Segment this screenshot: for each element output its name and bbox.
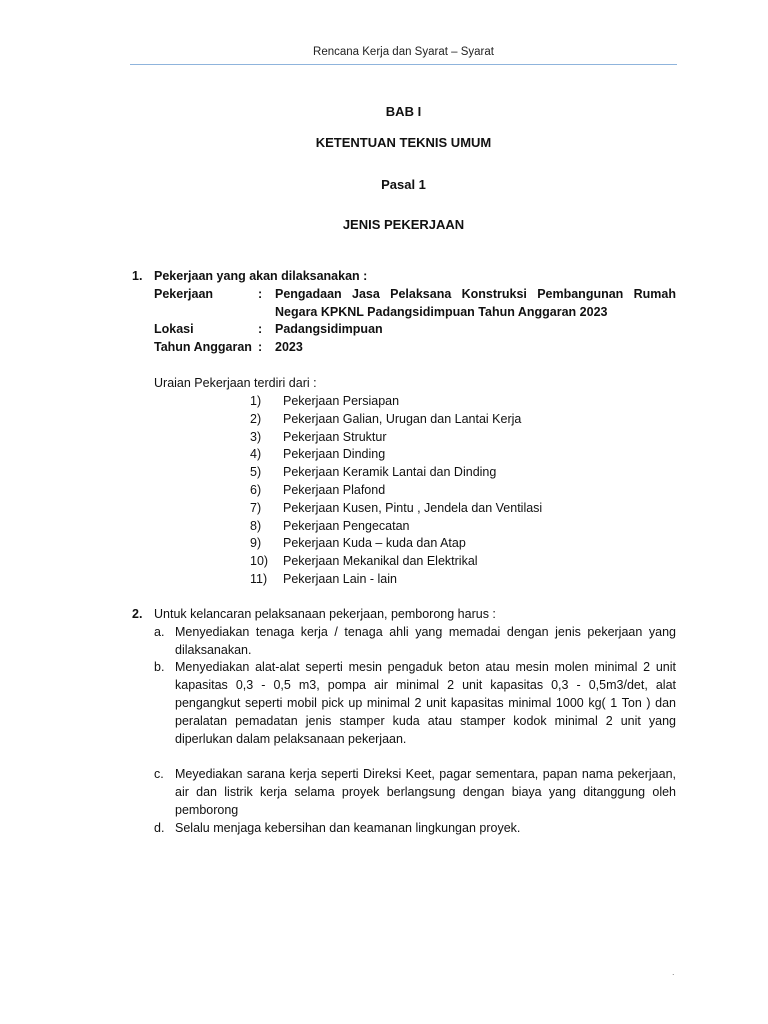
requirement-item-c [154, 766, 676, 819]
requirement-text: Menyediakan alat-alat seperti mesin pengaduk beton atau mesin molen minimal 2 unit kapasitas 0,3 - 0,5 m3, pompa air minimal 2 unit kapasitas 0,3 - 0,5m3/det, alat pengangkut seperti mobil pick up minimal 2 unit kapasitas minimal 1000 kg( 1 Ton ) dan peralatan pemadatan jenis stamper kuda atau stamper kodok minimal 2 unit yang diperlukan dalam pelaksanaan pekerjaan. [175, 660, 676, 746]
list-item [250, 393, 542, 411]
list-item [250, 518, 542, 536]
list-item [250, 535, 542, 553]
list-item-number: 9) [250, 536, 262, 551]
list-item-text: Pekerjaan Persiapan [283, 394, 400, 408]
list-item-text: Pekerjaan Kusen, Pintu , Jendela dan Ventilasi [283, 500, 543, 515]
article-title: Pasal 1 [381, 177, 426, 192]
list-item [250, 553, 542, 571]
requirement-letter: d. [154, 820, 165, 835]
requirement-letter: c. [154, 767, 164, 782]
list-item [250, 500, 542, 518]
field-row-lokasi [154, 321, 676, 339]
list-item-text: Pekerjaan Keramik Lantai dan Dinding [283, 465, 497, 480]
field-label: Lokasi [154, 322, 194, 337]
list-item-number: 10) [250, 554, 269, 569]
list-item-number: 7) [250, 500, 262, 515]
header-divider [130, 64, 677, 65]
list-item [250, 429, 542, 447]
requirement-item-a [154, 624, 676, 660]
list-item-number: 4) [250, 447, 262, 462]
list-item-text: Pekerjaan Plafond [283, 482, 386, 497]
field-label: Tahun Anggaran [154, 340, 252, 355]
list-item-text: Pekerjaan Pengecatan [283, 518, 410, 533]
list-item [250, 411, 542, 429]
work-item-list [250, 393, 542, 589]
field-row-tahun-anggaran [154, 339, 676, 357]
list-item [250, 482, 542, 500]
requirement-letter: a. [154, 624, 165, 639]
field-label: Pekerjaan [154, 286, 214, 301]
list-item-number: 5) [250, 465, 262, 480]
section-1-heading: Pekerjaan yang akan dilaksanakan : [154, 269, 368, 283]
section-2-intro: Untuk kelancaran pelaksanaan pekerjaan, pemborong harus : [154, 607, 496, 621]
spacer [154, 748, 676, 766]
field-row-pekerjaan [154, 286, 676, 322]
field-colon: : [258, 322, 263, 337]
requirement-item-d [154, 820, 676, 838]
requirement-text: Menyediakan tenaga kerja / tenaga ahli yang memadai dengan jenis pekerjaan yang dilaksanakan. [175, 624, 676, 657]
list-item-number: 8) [250, 518, 262, 533]
requirement-text: Selalu menjaga kebersihan dan keamanan lingkungan proyek. [175, 820, 521, 835]
list-item-text: Pekerjaan Galian, Urugan dan Lantai Kerja [283, 411, 522, 426]
requirement-item-b [154, 659, 676, 748]
list-item-text: Pekerjaan Mekanikal dan Elektrikal [283, 554, 478, 569]
list-item-text: Pekerjaan Dinding [283, 447, 386, 462]
list-item-number: 1) [250, 394, 262, 408]
field-value: Pengadaan Jasa Pelaksana Konstruksi Pembangunan Rumah Negara KPKNL Padangsidimpuan Tahun Anggaran 2023 [275, 286, 676, 319]
section-1 [154, 268, 676, 357]
list-item-text: Pekerjaan Kuda – kuda dan Atap [283, 536, 466, 551]
list-item-number: 11) [250, 571, 268, 586]
section-1-number: 1. [132, 269, 143, 283]
field-colon: : [258, 286, 263, 301]
list-item-text: Pekerjaan Struktur [283, 429, 387, 444]
list-item-number: 2) [250, 411, 262, 426]
uraian-intro: Uraian Pekerjaan terdiri dari : [154, 376, 317, 390]
field-value: 2023 [275, 340, 303, 355]
list-item [250, 446, 542, 464]
chapter-title: BAB I [385, 104, 422, 119]
field-colon: : [258, 340, 263, 355]
chapter-subtitle: KETENTUAN TEKNIS UMUM [315, 135, 492, 150]
section-2-number: 2. [132, 607, 143, 621]
requirement-text: Meyediakan sarana kerja seperti Direksi Keet, pagar sementara, papan nama pekerjaan, air dan listrik kerja selama proyek berlangsung dengan biaya yang ditanggung oleh pemborong [175, 767, 676, 817]
header-text: Rencana Kerja dan Syarat – Syarat [313, 46, 494, 58]
list-item [250, 464, 542, 482]
article-subtitle: JENIS PEKERJAAN [342, 217, 465, 232]
list-item-number: 6) [250, 482, 262, 497]
list-item-text: Pekerjaan Lain - lain [283, 571, 397, 586]
section-2 [154, 606, 676, 837]
list-item [250, 571, 542, 589]
requirement-letter: b. [154, 660, 165, 675]
field-value: Padangsidimpuan [275, 322, 383, 337]
list-item-number: 3) [250, 429, 262, 444]
page-footer-mark: . [672, 967, 675, 977]
